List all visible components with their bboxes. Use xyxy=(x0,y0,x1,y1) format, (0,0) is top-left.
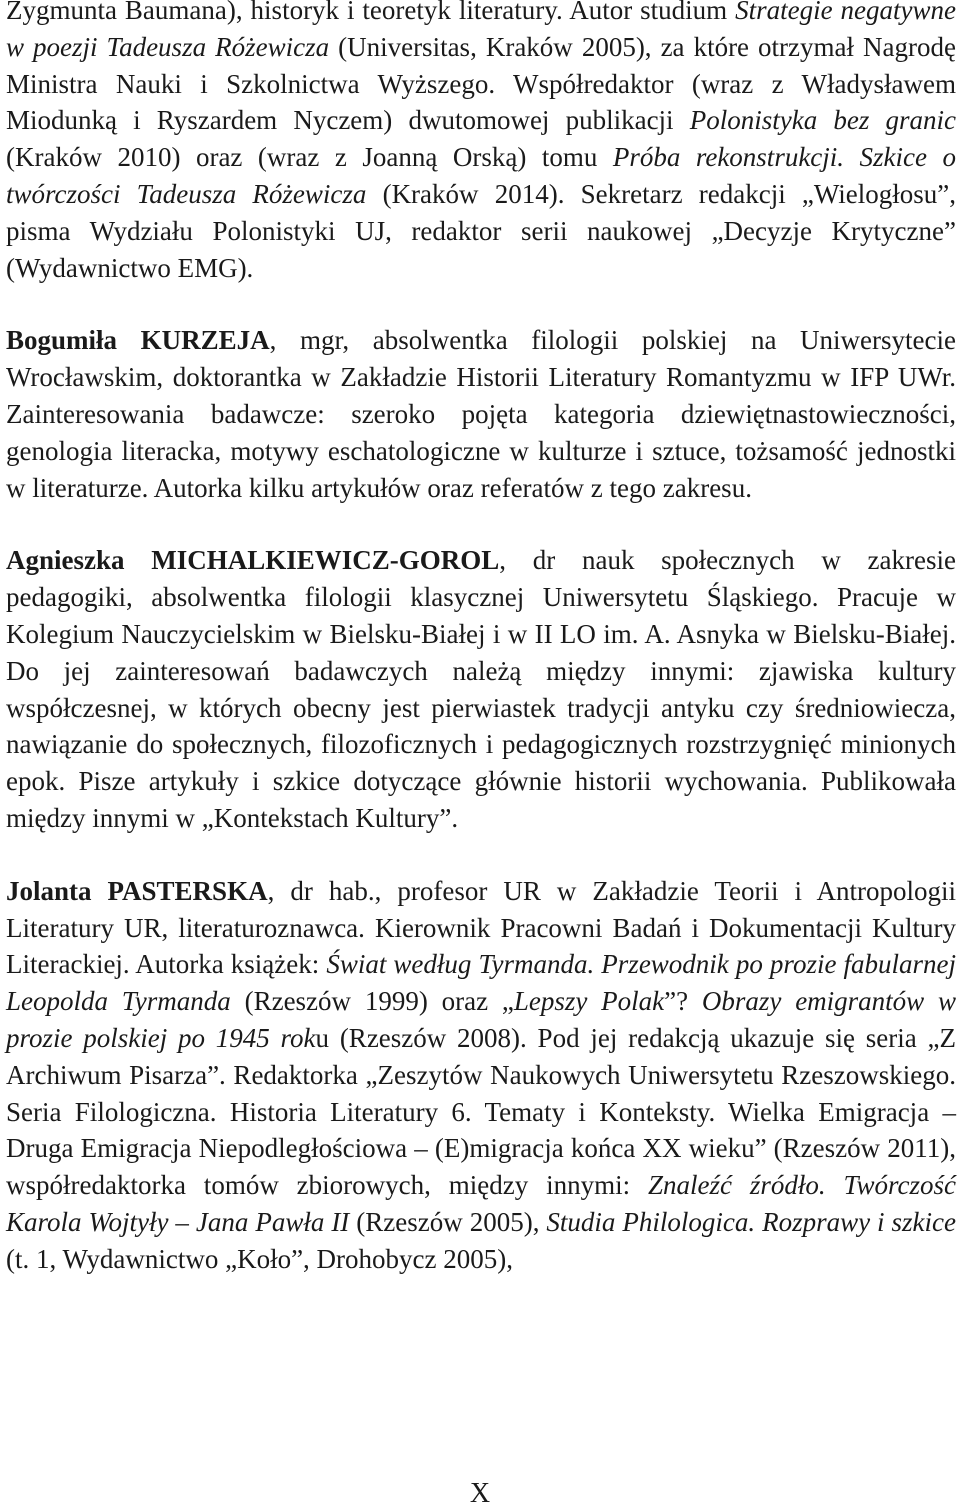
bio-4-book-title-5: Studia Philologica. Rozprawy i szkice xyxy=(546,1206,956,1237)
bio-1-book-title-2: Polonistyka bez granic xyxy=(689,105,956,136)
bio-4-book-title-1: Świat według Tyrmanda. Przewodnik po prozie fabularnej Leopolda Tyrmanda xyxy=(6,949,956,1017)
bio-2-author-name: Bogumiła KURZEJA xyxy=(6,325,270,356)
page-body xyxy=(6,0,956,1278)
bio-4-book-title-2: Lepszy Polak xyxy=(513,986,665,1017)
bio-3-author-name: Agnieszka MICHALKIEWICZ-GOROL xyxy=(6,545,500,576)
page-number: X xyxy=(469,1478,491,1509)
bio-4-book-title-4: Znaleźć źródło. Twórczość Karola Wojtyły – Jana Pawła II xyxy=(6,1170,956,1237)
bio-3-text-1: , dr nauk społecznych w zakresie pedagogiki, absolwentka filologii klasycznej Uniwersytetu Śląskiego. Pracuje w Kolegium Nauczycielskim w Bielsku-Białej i w II LO im. A. Asnyka w Bielsku-Białej. Do jej zainteresowań badawczych należą między innymi: zjawiska kultury współczesnej, w których obecny jest pierwiastek tradycji antyku czy średniowiecza, nawiązanie do społecznych, filozoficznych i pedagogicznych rozstrzygnięć minionych epok. Pisze artykuły i szkice dotyczące głównie historii wychowania. Publikowała między innymi w „Kontekstach Kultury”. xyxy=(6,545,956,833)
bio-4-author-name: Jolanta PASTERSKA xyxy=(6,875,268,906)
bio-1-book-title-3: Próba rekonstrukcji. Szkice o twórczości Tadeusza Różewicza xyxy=(6,142,957,209)
bio-1-text-3: (Kraków 2010) oraz (wraz z Joanną Orską) tomu xyxy=(6,142,613,173)
bio-1-text-4: (Kraków 2014). Sekretarz redakcji „Wielogłosu”, pisma Wydziału Polonistyki UJ, redaktor serii naukowej „Decyzje Krytyczne” (Wydawnictwo EMG). xyxy=(6,178,956,283)
bio-4-text-1: , dr hab., profesor UR w Zakładzie Teorii i Antropologii Literatury UR, literaturoznawca. Kierownik Pracowni Badań i Dokumentacji Kultury Literackiej. Autorka książek: xyxy=(6,875,957,980)
bio-4-text-2: (Rzeszów 1999) oraz „ xyxy=(230,986,514,1017)
bio-4-text-5: (Rzeszów 2005), xyxy=(349,1206,547,1237)
bio-4-book-title-3: Obrazy emigrantów w prozie polskiej po 1945 rok xyxy=(6,986,956,1053)
bio-paragraph-1 xyxy=(6,0,956,286)
bio-4-text-6: (t. 1, Wydawnictwo „Koło”, Drohobycz 2005), xyxy=(6,1243,514,1274)
bio-1-book-title-1: Strategie negatywne w poezji Tadeusza Różewicza xyxy=(6,0,956,62)
bio-1-text-2: (Universitas, Kraków 2005), za które otrzymał Nagrodę Ministra Nauki i Szkolnictwa Wyższego. Współredaktor (wraz z Władysławem Miodunką i Ryszardem Nyczem) dwutomowej publikacji xyxy=(6,31,956,136)
bio-paragraph-4 xyxy=(6,873,956,1278)
bio-2-text-1: , mgr, absolwentka filologii polskiej na Uniwersytecie Wrocławskim, doktorantka w Zakładzie Historii Literatury Romantyzmu w IFP UWr. Zainteresowania badawcze: szeroko pojęta kategoria dziewiętnastowieczności, genologia literacka, motywy eschatologiczne w kulturze i sztuce, tożsamość jednostki w literaturze. Autorka kilku artykułów oraz referatów z tego zakresu. xyxy=(6,325,956,503)
bio-paragraph-3 xyxy=(6,542,956,836)
bio-paragraph-2 xyxy=(6,322,956,506)
bio-1-text-1: Zygmunta Baumana), historyk i teoretyk literatury. Autor studium xyxy=(6,0,736,25)
bio-4-text-4: u (Rzeszów 2008). Pod jej redakcją ukazuje się seria „Z Archiwum Pisarza”. Redaktorka „Zeszytów Naukowych Uniwersytetu Rzeszowskiego. Seria Filologiczna. Historia Literatury 6. Tematy i Konteksty. Wielka Emigracja – Druga Emigracja Niepodległościowa – (E)migracja końca XX wieku” (Rzeszów 2011), współredaktorka tomów zbiorowych, między innymi: xyxy=(6,1022,956,1201)
bio-4-text-3: ”? xyxy=(664,986,702,1017)
